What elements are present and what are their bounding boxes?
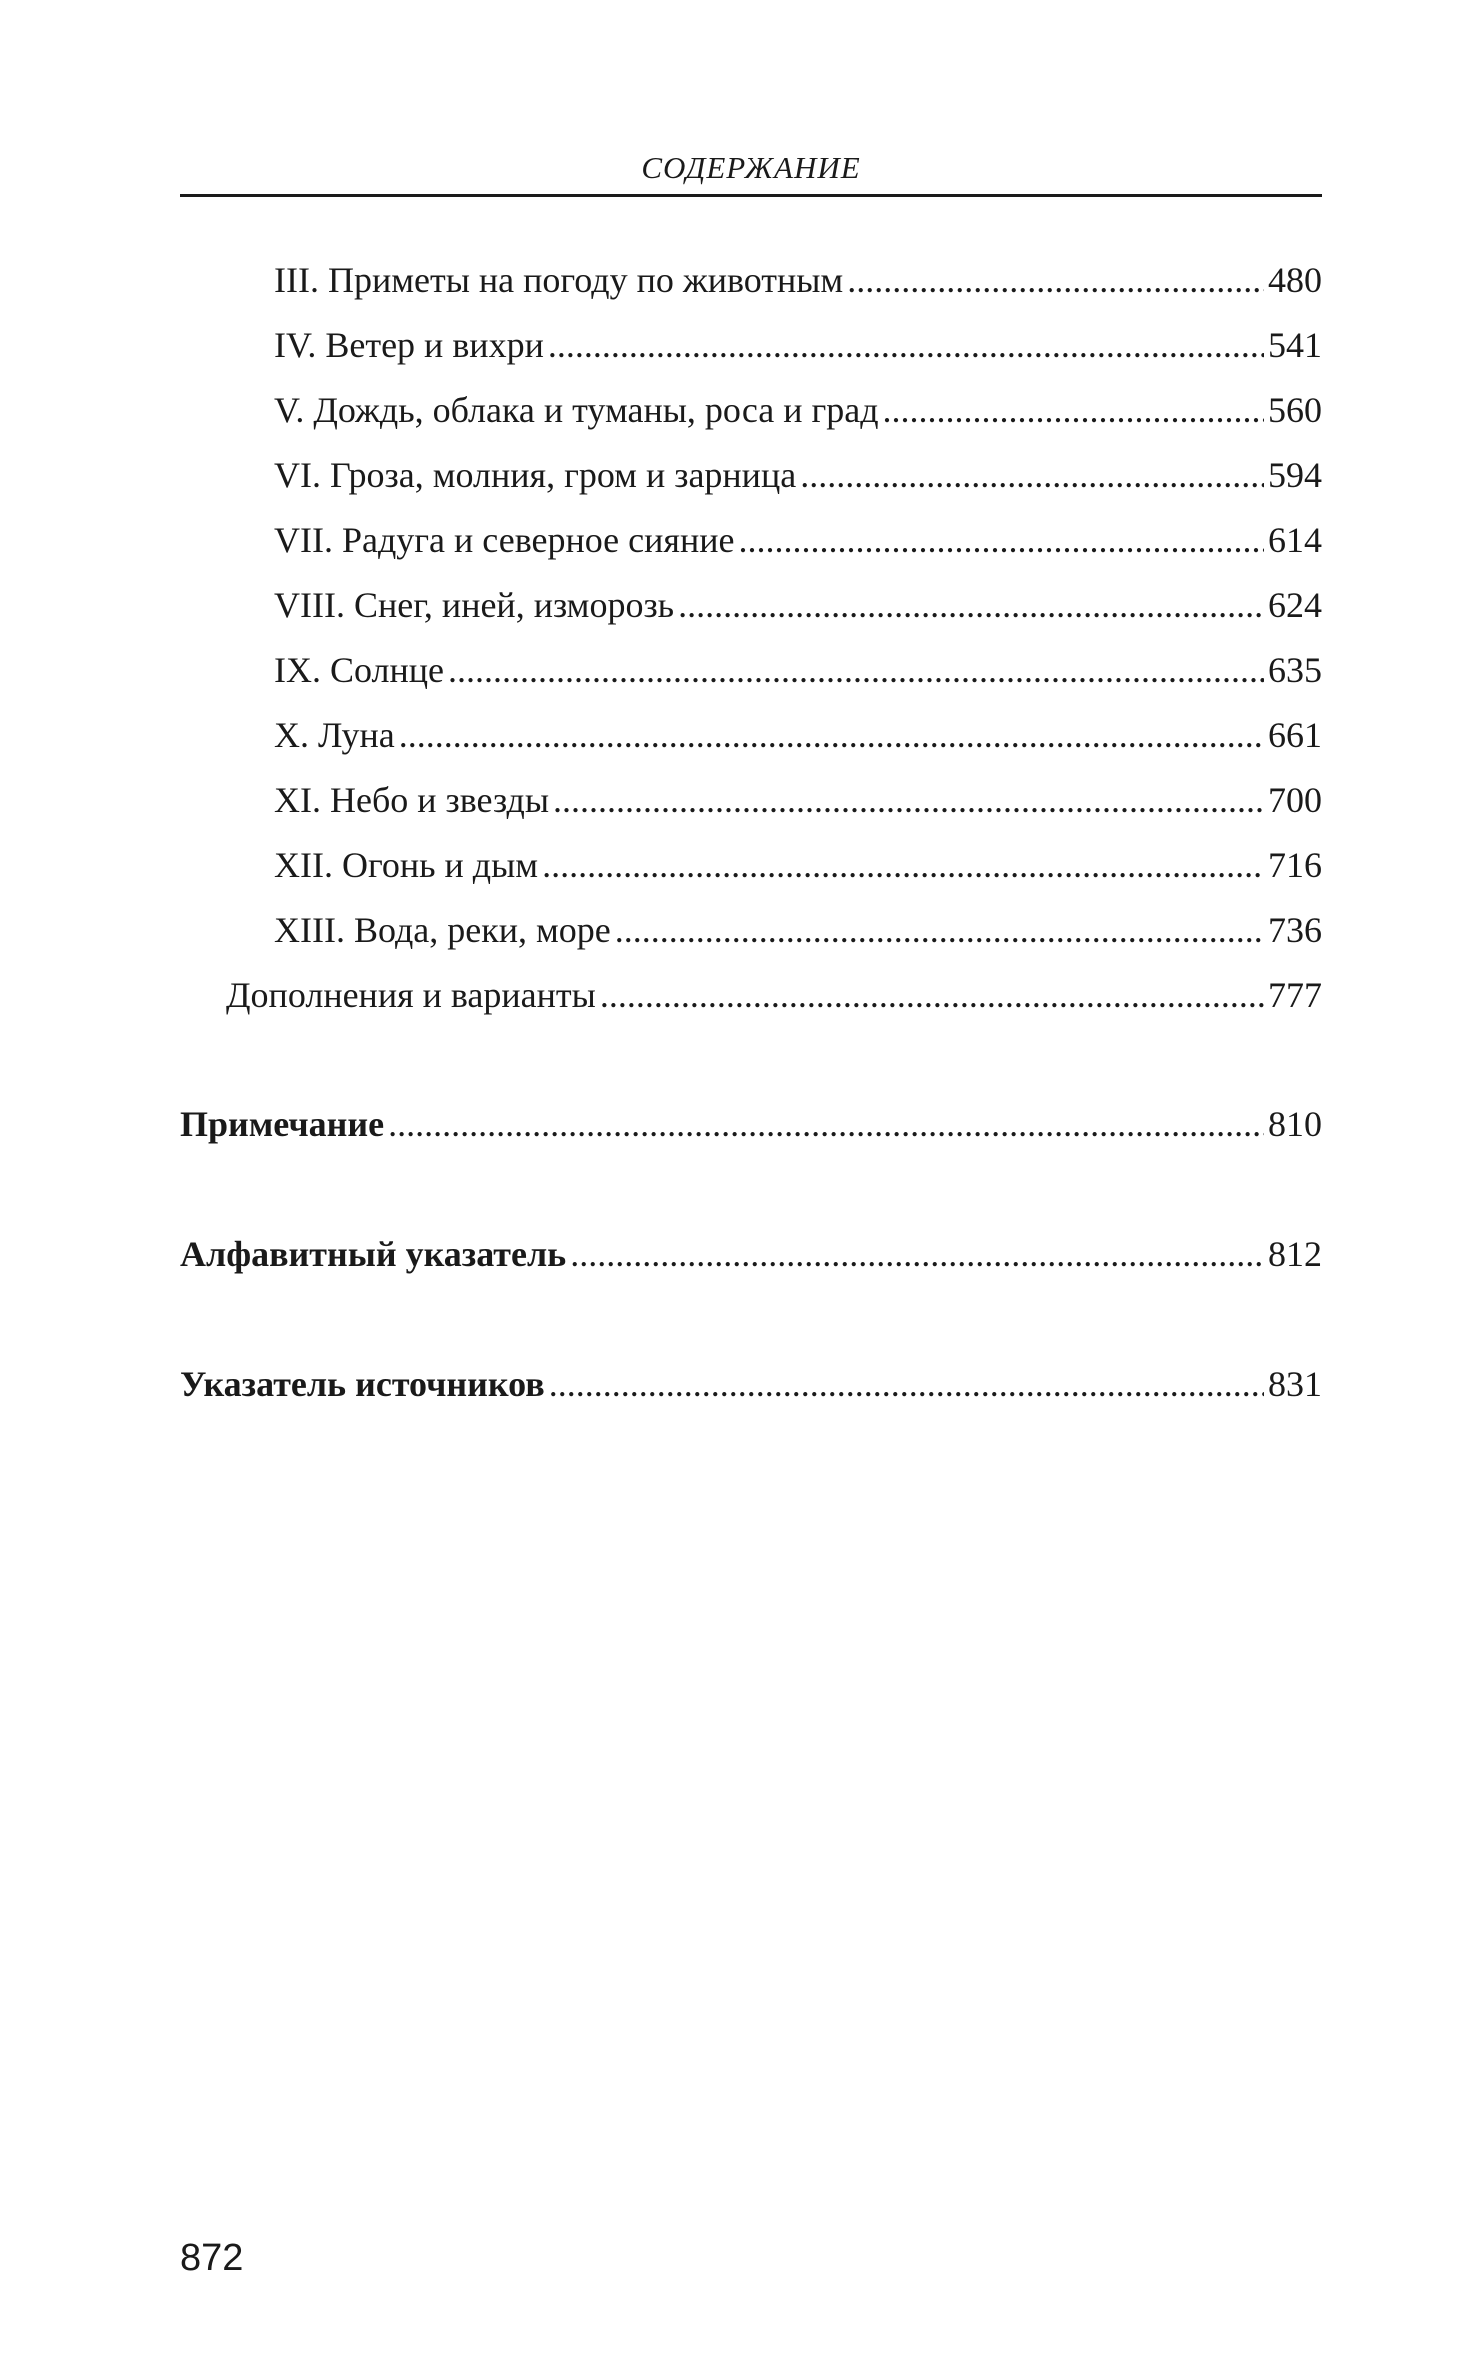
toc-entry-page: 635 bbox=[1268, 650, 1322, 690]
toc-entry-page: 624 bbox=[1268, 585, 1322, 625]
toc-entry-title: X. Луна bbox=[274, 715, 395, 755]
toc-entry-title: VIII. Снег, иней, изморозь bbox=[274, 585, 675, 625]
toc-entry-title: V. Дождь, облака и туманы, роса и град bbox=[274, 390, 879, 430]
toc-leader-dots bbox=[883, 388, 1264, 432]
toc-leader-dots bbox=[847, 258, 1264, 302]
toc-entry-page: 700 bbox=[1268, 780, 1322, 820]
toc-entry[interactable] bbox=[274, 778, 1322, 822]
toc-entry-title: VI. Гроза, молния, гром и зарница bbox=[274, 455, 797, 495]
toc-leader-dots bbox=[399, 713, 1264, 757]
toc-entry-page: 661 bbox=[1268, 715, 1322, 755]
toc-leader-dots bbox=[549, 1362, 1264, 1406]
toc-entry-page: 594 bbox=[1268, 455, 1322, 495]
toc-entry-page: 614 bbox=[1268, 520, 1322, 560]
toc-entry[interactable] bbox=[274, 908, 1322, 952]
toc-section-page: 831 bbox=[1268, 1364, 1322, 1404]
toc-entry-page: 480 bbox=[1268, 260, 1322, 300]
toc-entry[interactable] bbox=[274, 453, 1322, 497]
toc-entry-page: 716 bbox=[1268, 845, 1322, 885]
page-number: 872 bbox=[180, 2237, 244, 2279]
toc-leader-dots bbox=[800, 453, 1264, 497]
toc-leader-dots bbox=[388, 1102, 1264, 1146]
toc-entry[interactable] bbox=[274, 518, 1322, 562]
toc-entry-title: Дополнения и варианты bbox=[226, 975, 596, 1015]
toc-leader-dots bbox=[553, 778, 1264, 822]
toc-section-page: 810 bbox=[1268, 1104, 1322, 1144]
toc-entry-title: XIII. Вода, реки, море bbox=[274, 910, 611, 950]
toc-leader-dots bbox=[570, 1232, 1264, 1276]
toc-section-title: Примечание bbox=[180, 1104, 385, 1144]
toc-section-sources-index[interactable] bbox=[180, 1362, 1322, 1406]
toc-section-alphabetical-index[interactable] bbox=[180, 1232, 1322, 1276]
toc-entry[interactable] bbox=[274, 323, 1322, 367]
toc-section-title: Алфавитный указатель bbox=[180, 1234, 567, 1274]
toc-entry-title: IV. Ветер и вихри bbox=[274, 325, 544, 365]
toc-leader-dots bbox=[448, 648, 1264, 692]
toc-leader-dots bbox=[615, 908, 1264, 952]
toc-entry-page: 560 bbox=[1268, 390, 1322, 430]
toc-entry[interactable] bbox=[274, 258, 1322, 302]
running-header: СОДЕРЖАНИЕ bbox=[641, 150, 861, 185]
header-divider bbox=[180, 194, 1322, 197]
toc-leader-dots bbox=[738, 518, 1264, 562]
toc-leader-dots bbox=[678, 583, 1264, 627]
toc-entry-title: III. Приметы на погоду по животным bbox=[274, 260, 844, 300]
toc-leader-dots bbox=[542, 843, 1264, 887]
toc-section-notes[interactable] bbox=[180, 1102, 1322, 1146]
toc-entry-page: 541 bbox=[1268, 325, 1322, 365]
toc-entry-title: XI. Небо и звезды bbox=[274, 780, 550, 820]
toc-entry-title: VII. Радуга и северное сияние bbox=[274, 520, 735, 560]
toc-entry[interactable] bbox=[274, 713, 1322, 757]
toc-entry[interactable] bbox=[274, 648, 1322, 692]
toc-section-title: Указатель источников bbox=[180, 1364, 545, 1404]
toc-entry[interactable] bbox=[274, 388, 1322, 432]
toc-leader-dots bbox=[548, 323, 1264, 367]
toc-entry[interactable] bbox=[274, 583, 1322, 627]
toc-leader-dots bbox=[600, 973, 1264, 1017]
toc-entry-page: 736 bbox=[1268, 910, 1322, 950]
toc-section-page: 812 bbox=[1268, 1234, 1322, 1274]
toc-entry-supplement[interactable] bbox=[226, 973, 1322, 1017]
toc-entry-page: 777 bbox=[1268, 975, 1322, 1015]
toc-entry[interactable] bbox=[274, 843, 1322, 887]
toc-entry-title: IX. Солнце bbox=[274, 650, 444, 690]
toc-entry-title: XII. Огонь и дым bbox=[274, 845, 539, 885]
